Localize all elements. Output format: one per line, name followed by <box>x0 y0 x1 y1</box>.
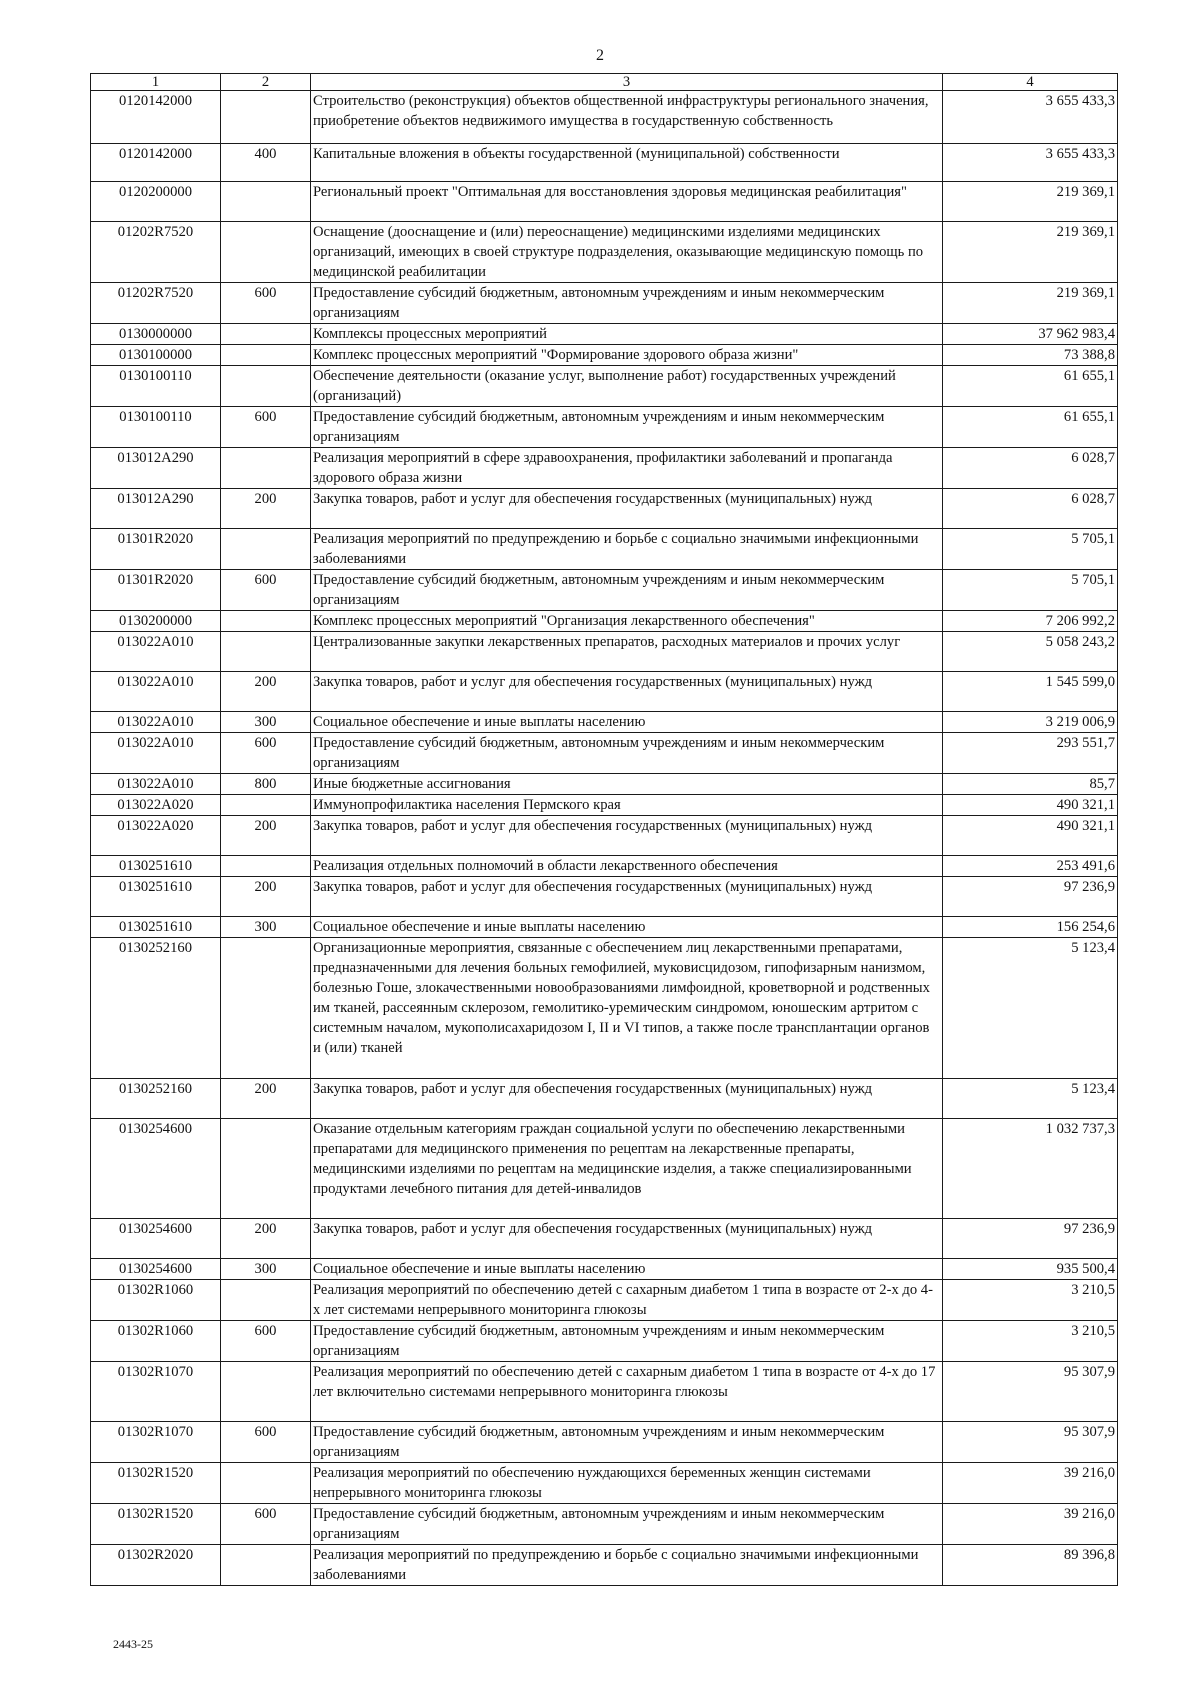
expense-type-cell <box>221 366 311 407</box>
target-code-cell: 01302R1520 <box>91 1504 221 1545</box>
table-row <box>91 917 1118 938</box>
target-code-cell: 013022А020 <box>91 816 221 856</box>
item-name-cell: Реализация мероприятий в сфере здравоохранения, профилактики заболеваний и пропаганда здорового образа жизни <box>311 448 943 489</box>
item-name-cell: Оснащение (дооснащение и (или) переоснащение) медицинскими изделиями медицинских организаций, имеющих в своей структуре подразделения, оказывающие медицинскую помощь по медицинской реабилитации <box>311 222 943 283</box>
table-row <box>91 489 1118 529</box>
amount-cell: 5 123,4 <box>943 938 1118 1079</box>
item-name-cell: Комплекс процессных мероприятий "Формирование здорового образа жизни" <box>311 345 943 366</box>
expense-type-cell <box>221 795 311 816</box>
table-row <box>91 182 1118 222</box>
expense-type-cell: 200 <box>221 672 311 712</box>
target-code-cell: 01301R2020 <box>91 529 221 570</box>
expense-type-cell: 600 <box>221 1422 311 1463</box>
page-number: 2 <box>596 47 604 64</box>
item-name-cell: Предоставление субсидий бюджетным, автономным учреждениям и иным некоммерческим организациям <box>311 283 943 324</box>
amount-cell: 95 307,9 <box>943 1422 1118 1463</box>
amount-cell: 95 307,9 <box>943 1362 1118 1422</box>
table-row <box>91 1119 1118 1219</box>
item-name-cell: Комплекс процессных мероприятий "Организация лекарственного обеспечения" <box>311 611 943 632</box>
table-row <box>91 856 1118 877</box>
table-row <box>91 345 1118 366</box>
amount-cell: 156 254,6 <box>943 917 1118 938</box>
expense-type-cell: 300 <box>221 712 311 733</box>
column-header-2: 2 <box>221 74 311 91</box>
table-row <box>91 774 1118 795</box>
item-name-cell: Социальное обеспечение и иные выплаты населению <box>311 1259 943 1280</box>
item-name-cell: Социальное обеспечение и иные выплаты населению <box>311 917 943 938</box>
item-name-cell: Закупка товаров, работ и услуг для обеспечения государственных (муниципальных) нужд <box>311 672 943 712</box>
item-name-cell: Организационные мероприятия, связанные с обеспечением лиц лекарственными препаратами, предназначенными для лечения больных гемофилией, муковисцидозом, гипофизарным нанизмом, болезнью Гоше, злокачественными новообразованиями лимфоидной, кроветворной и родственных им тканей, рассеянным склерозом, гемолитико-уремическим синдромом, юношеским артритом с системным началом, мукополисахаридозом I, II и VI типов, а также после трансплантации органов и (или) тканей <box>311 938 943 1079</box>
table-row <box>91 91 1118 144</box>
expense-type-cell <box>221 91 311 144</box>
expense-type-cell: 600 <box>221 283 311 324</box>
amount-cell: 219 369,1 <box>943 182 1118 222</box>
table-row <box>91 1259 1118 1280</box>
expense-type-cell <box>221 1362 311 1422</box>
table-row <box>91 795 1118 816</box>
amount-cell: 3 219 006,9 <box>943 712 1118 733</box>
amount-cell: 3 655 433,3 <box>943 91 1118 144</box>
table-body <box>91 91 1118 1586</box>
item-name-cell: Предоставление субсидий бюджетным, автономным учреждениям и иным некоммерческим организациям <box>311 1504 943 1545</box>
amount-cell: 73 388,8 <box>943 345 1118 366</box>
item-name-cell: Комплексы процессных мероприятий <box>311 324 943 345</box>
expense-type-cell <box>221 1119 311 1219</box>
target-code-cell: 01302R1060 <box>91 1321 221 1362</box>
expense-type-cell <box>221 1280 311 1321</box>
target-code-cell: 0130100110 <box>91 366 221 407</box>
amount-cell: 39 216,0 <box>943 1504 1118 1545</box>
target-code-cell: 0130251610 <box>91 856 221 877</box>
item-name-cell: Реализация мероприятий по обеспечению нуждающихся беременных женщин системами непрерывного мониторинга глюкозы <box>311 1463 943 1504</box>
amount-cell: 5 705,1 <box>943 570 1118 611</box>
amount-cell: 97 236,9 <box>943 1219 1118 1259</box>
target-code-cell: 013022А010 <box>91 632 221 672</box>
table-row <box>91 222 1118 283</box>
target-code-cell: 01202R7520 <box>91 283 221 324</box>
table-row <box>91 1280 1118 1321</box>
expense-type-cell: 600 <box>221 733 311 774</box>
item-name-cell: Обеспечение деятельности (оказание услуг, выполнение работ) государственных учреждений (организаций) <box>311 366 943 407</box>
column-header-4: 4 <box>943 74 1118 91</box>
amount-cell: 39 216,0 <box>943 1463 1118 1504</box>
table-row <box>91 712 1118 733</box>
table-header-row <box>91 74 1118 91</box>
amount-cell: 935 500,4 <box>943 1259 1118 1280</box>
item-name-cell: Предоставление субсидий бюджетным, автономным учреждениям и иным некоммерческим организациям <box>311 1321 943 1362</box>
table-row <box>91 1219 1118 1259</box>
target-code-cell: 01302R1060 <box>91 1280 221 1321</box>
table-row <box>91 938 1118 1079</box>
target-code-cell: 0130252160 <box>91 938 221 1079</box>
expense-type-cell: 200 <box>221 816 311 856</box>
expense-type-cell <box>221 448 311 489</box>
item-name-cell: Иные бюджетные ассигнования <box>311 774 943 795</box>
amount-cell: 5 123,4 <box>943 1079 1118 1119</box>
item-name-cell: Реализация мероприятий по обеспечению детей с сахарным диабетом 1 типа в возрасте от 2-х до 4-х лет системами непрерывного мониторинга глюкозы <box>311 1280 943 1321</box>
amount-cell: 61 655,1 <box>943 407 1118 448</box>
expense-type-cell <box>221 938 311 1079</box>
item-name-cell: Предоставление субсидий бюджетным, автономным учреждениям и иным некоммерческим организациям <box>311 570 943 611</box>
item-name-cell: Предоставление субсидий бюджетным, автономным учреждениям и иным некоммерческим организациям <box>311 1422 943 1463</box>
target-code-cell: 0130100110 <box>91 407 221 448</box>
budget-table <box>90 73 1118 1586</box>
amount-cell: 5 058 243,2 <box>943 632 1118 672</box>
amount-cell: 3 210,5 <box>943 1321 1118 1362</box>
expense-type-cell <box>221 222 311 283</box>
target-code-cell: 0130000000 <box>91 324 221 345</box>
table-row <box>91 1504 1118 1545</box>
target-code-cell: 013022А010 <box>91 712 221 733</box>
item-name-cell: Закупка товаров, работ и услуг для обеспечения государственных (муниципальных) нужд <box>311 489 943 529</box>
table-row <box>91 1079 1118 1119</box>
target-code-cell: 0120142000 <box>91 144 221 182</box>
table-row <box>91 448 1118 489</box>
expense-type-cell: 200 <box>221 489 311 529</box>
table-row <box>91 570 1118 611</box>
target-code-cell: 01302R1520 <box>91 1463 221 1504</box>
amount-cell: 61 655,1 <box>943 366 1118 407</box>
table-row <box>91 632 1118 672</box>
expense-type-cell <box>221 345 311 366</box>
amount-cell: 219 369,1 <box>943 283 1118 324</box>
expense-type-cell: 600 <box>221 570 311 611</box>
expense-type-cell <box>221 856 311 877</box>
table-row <box>91 529 1118 570</box>
amount-cell: 89 396,8 <box>943 1545 1118 1586</box>
expense-type-cell <box>221 1545 311 1586</box>
item-name-cell: Централизованные закупки лекарственных препаратов, расходных материалов и прочих услуг <box>311 632 943 672</box>
expense-type-cell: 200 <box>221 1079 311 1119</box>
target-code-cell: 0130251610 <box>91 917 221 938</box>
table-row <box>91 672 1118 712</box>
table-row <box>91 1463 1118 1504</box>
table-row <box>91 1422 1118 1463</box>
target-code-cell: 0130254600 <box>91 1119 221 1219</box>
item-name-cell: Иммунопрофилактика населения Пермского края <box>311 795 943 816</box>
expense-type-cell: 600 <box>221 1321 311 1362</box>
expense-type-cell: 300 <box>221 917 311 938</box>
target-code-cell: 0130254600 <box>91 1259 221 1280</box>
target-code-cell: 013022А010 <box>91 672 221 712</box>
amount-cell: 85,7 <box>943 774 1118 795</box>
expense-type-cell: 300 <box>221 1259 311 1280</box>
target-code-cell: 0130252160 <box>91 1079 221 1119</box>
expense-type-cell: 600 <box>221 1504 311 1545</box>
amount-cell: 7 206 992,2 <box>943 611 1118 632</box>
document-code: 2443-25 <box>113 1637 153 1651</box>
amount-cell: 253 491,6 <box>943 856 1118 877</box>
table-row <box>91 283 1118 324</box>
expense-type-cell: 400 <box>221 144 311 182</box>
table-row <box>91 144 1118 182</box>
amount-cell: 5 705,1 <box>943 529 1118 570</box>
amount-cell: 293 551,7 <box>943 733 1118 774</box>
target-code-cell: 0130251610 <box>91 877 221 917</box>
item-name-cell: Социальное обеспечение и иные выплаты населению <box>311 712 943 733</box>
expense-type-cell: 200 <box>221 877 311 917</box>
item-name-cell: Реализация мероприятий по предупреждению и борьбе с социально значимыми инфекционными заболеваниями <box>311 529 943 570</box>
amount-cell: 3 655 433,3 <box>943 144 1118 182</box>
expense-type-cell <box>221 1463 311 1504</box>
target-code-cell: 01202R7520 <box>91 222 221 283</box>
item-name-cell: Реализация мероприятий по предупреждению и борьбе с социально значимыми инфекционными заболеваниями <box>311 1545 943 1586</box>
table-row <box>91 1362 1118 1422</box>
table-row <box>91 611 1118 632</box>
item-name-cell: Предоставление субсидий бюджетным, автономным учреждениям и иным некоммерческим организациям <box>311 733 943 774</box>
target-code-cell: 0130200000 <box>91 611 221 632</box>
target-code-cell: 0130254600 <box>91 1219 221 1259</box>
target-code-cell: 01302R1070 <box>91 1422 221 1463</box>
target-code-cell: 013012А290 <box>91 489 221 529</box>
expense-type-cell: 800 <box>221 774 311 795</box>
table-row <box>91 733 1118 774</box>
expense-type-cell: 600 <box>221 407 311 448</box>
table-row <box>91 366 1118 407</box>
amount-cell: 219 369,1 <box>943 222 1118 283</box>
target-code-cell: 01301R2020 <box>91 570 221 611</box>
table-row <box>91 816 1118 856</box>
expense-type-cell <box>221 324 311 345</box>
amount-cell: 3 210,5 <box>943 1280 1118 1321</box>
item-name-cell: Строительство (реконструкция) объектов общественной инфраструктуры регионального значения, приобретение объектов недвижимого имущества в государственную собственность <box>311 91 943 144</box>
target-code-cell: 01302R2020 <box>91 1545 221 1586</box>
column-header-1: 1 <box>91 74 221 91</box>
target-code-cell: 013012А290 <box>91 448 221 489</box>
table-row <box>91 1545 1118 1586</box>
target-code-cell: 013022А010 <box>91 774 221 795</box>
item-name-cell: Реализация отдельных полномочий в области лекарственного обеспечения <box>311 856 943 877</box>
amount-cell: 490 321,1 <box>943 816 1118 856</box>
item-name-cell: Закупка товаров, работ и услуг для обеспечения государственных (муниципальных) нужд <box>311 877 943 917</box>
item-name-cell: Закупка товаров, работ и услуг для обеспечения государственных (муниципальных) нужд <box>311 1219 943 1259</box>
target-code-cell: 013022А010 <box>91 733 221 774</box>
expense-type-cell: 200 <box>221 1219 311 1259</box>
expense-type-cell <box>221 611 311 632</box>
item-name-cell: Закупка товаров, работ и услуг для обеспечения государственных (муниципальных) нужд <box>311 1079 943 1119</box>
expense-type-cell <box>221 529 311 570</box>
expense-type-cell <box>221 632 311 672</box>
amount-cell: 1 545 599,0 <box>943 672 1118 712</box>
table-row <box>91 407 1118 448</box>
item-name-cell: Капитальные вложения в объекты государственной (муниципальной) собственности <box>311 144 943 182</box>
table-row <box>91 324 1118 345</box>
target-code-cell: 0120200000 <box>91 182 221 222</box>
amount-cell: 97 236,9 <box>943 877 1118 917</box>
table-row <box>91 877 1118 917</box>
item-name-cell: Реализация мероприятий по обеспечению детей с сахарным диабетом 1 типа в возрасте от 4-х до 17 лет включительно системами непрерывного мониторинга глюкозы <box>311 1362 943 1422</box>
target-code-cell: 0130100000 <box>91 345 221 366</box>
column-header-3: 3 <box>311 74 943 91</box>
item-name-cell: Предоставление субсидий бюджетным, автономным учреждениям и иным некоммерческим организациям <box>311 407 943 448</box>
target-code-cell: 0120142000 <box>91 91 221 144</box>
item-name-cell: Региональный проект "Оптимальная для восстановления здоровья медицинская реабилитация" <box>311 182 943 222</box>
amount-cell: 1 032 737,3 <box>943 1119 1118 1219</box>
amount-cell: 6 028,7 <box>943 489 1118 529</box>
amount-cell: 6 028,7 <box>943 448 1118 489</box>
expense-type-cell <box>221 182 311 222</box>
amount-cell: 490 321,1 <box>943 795 1118 816</box>
table-row <box>91 1321 1118 1362</box>
target-code-cell: 013022А020 <box>91 795 221 816</box>
amount-cell: 37 962 983,4 <box>943 324 1118 345</box>
item-name-cell: Закупка товаров, работ и услуг для обеспечения государственных (муниципальных) нужд <box>311 816 943 856</box>
target-code-cell: 01302R1070 <box>91 1362 221 1422</box>
item-name-cell: Оказание отдельным категориям граждан социальной услуги по обеспечению лекарственными препаратами для медицинского применения по рецептам на лекарственные препараты, медицинскими изделиями по рецептам на медицинские изделия, а также специализированными продуктами лечебного питания для детей-инвалидов <box>311 1119 943 1219</box>
